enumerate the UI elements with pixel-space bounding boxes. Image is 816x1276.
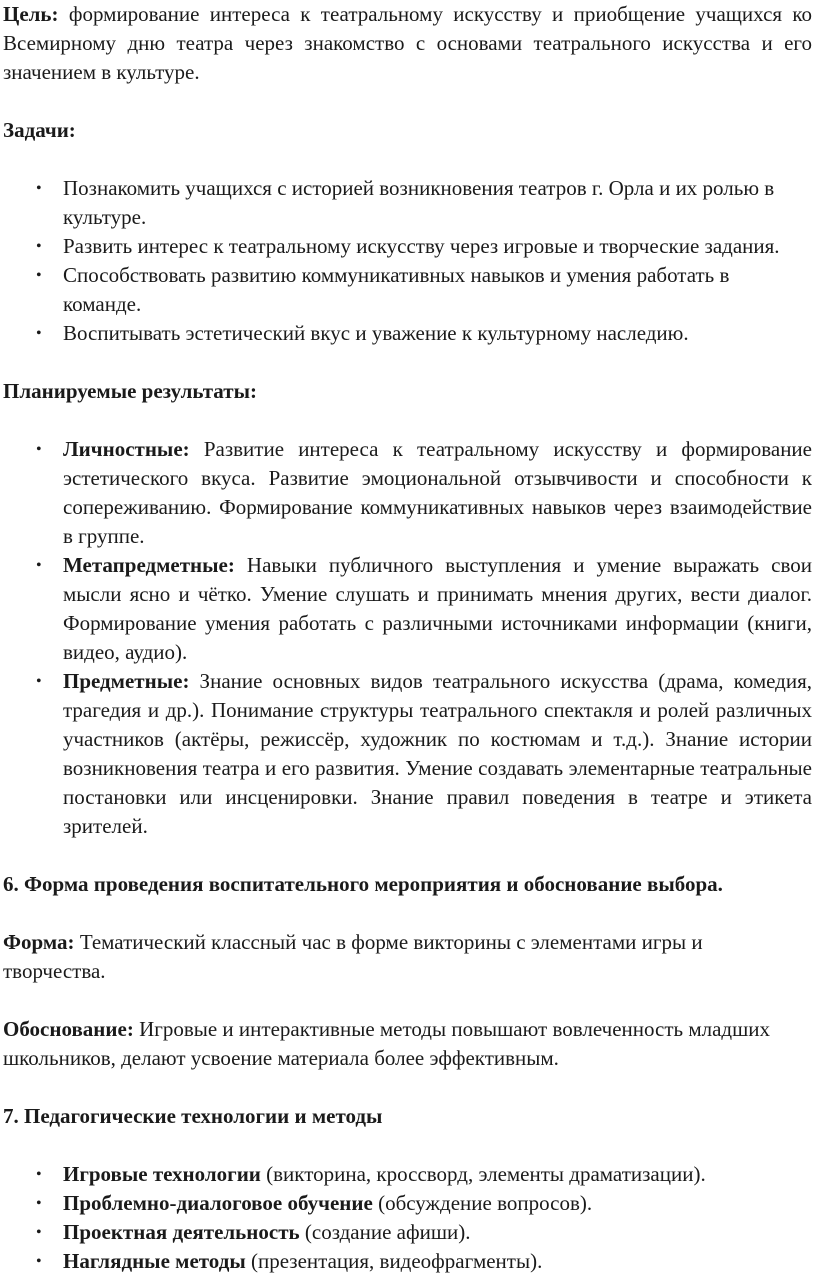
- results-item-label: Метапредметные:: [63, 553, 235, 577]
- list-item: • Метапредметные: Навыки публичного выступления и умение выражать свои мысли ясно и чётко. Умение слушать и принимать мнения других, вести диалог. Формирование умения работать с различными источниками информации (книги, видео, аудио).: [63, 551, 812, 667]
- list-item: • Предметные: Знание основных видов театрального искусства (драма, комедия, трагедия и др.). Понимание структуры театрального спектакля и ролей различных участников (актёры, режиссёр, художник по костюмам и т.д.). Знание истории возникновения театра и его развития. Умение создавать элементарные театральные постановки или инсценировки. Знание правил поведения в театре и этикета зрителей.: [63, 667, 812, 841]
- list-item: • Наглядные методы (презентация, видеофрагменты).: [63, 1247, 812, 1276]
- tasks-heading: Задачи:: [3, 118, 76, 142]
- reason-label: Обоснование:: [3, 1017, 134, 1041]
- results-list: [3, 435, 812, 841]
- list-item: • Проблемно-диалоговое обучение (обсуждение вопросов).: [63, 1189, 812, 1218]
- list-item: • Проектная деятельность (создание афиши).: [63, 1218, 812, 1247]
- section7-heading: 7. Педагогические технологии и методы: [3, 1104, 383, 1128]
- list-item: • Воспитывать эстетический вкус и уважение к культурному наследию.: [63, 319, 812, 348]
- results-heading: Планируемые результаты:: [3, 379, 257, 403]
- results-item-label: Личностные:: [63, 437, 190, 461]
- list-item: • Игровые технологии (викторина, кроссворд, элементы драматизации).: [63, 1160, 812, 1189]
- methods-list: [3, 1160, 812, 1276]
- reason-paragraph: Обоснование: Игровые и интерактивные методы повышают вовлеченность младших школьников, делают усвоение материала более эффективным.: [3, 1017, 771, 1070]
- list-item: • Развить интерес к театральному искусству через игровые и творческие задания.: [63, 232, 812, 261]
- list-item: • Способствовать развитию коммуникативных навыков и умения работать в команде.: [63, 261, 812, 319]
- list-item: • Познакомить учащихся с историей возникновения театров г. Орла и их ролью в культуре.: [63, 174, 812, 232]
- goal-text: формирование интереса к театральному искусству и приобщение учащихся ко Всемирному дню театра через знакомство с основами театрального искусства и его значением в культуре.: [3, 2, 812, 84]
- goal-paragraph: [3, 0, 812, 87]
- results-item-label: Предметные:: [63, 669, 190, 693]
- form-paragraph: Форма: Тематический классный час в форме викторины с элементами игры и творчества.: [3, 930, 703, 983]
- form-label: Форма:: [3, 930, 75, 954]
- list-item: • Личностные: Развитие интереса к театральному искусству и формирование эстетического вкуса. Развитие эмоциональной отзывчивости и способности к сопереживанию. Формирование коммуникативных навыков через взаимодействие в группе.: [63, 435, 812, 551]
- section6-heading: 6. Форма проведения воспитательного мероприятия и обоснование выбора.: [3, 872, 723, 896]
- goal-label: Цель:: [3, 2, 59, 26]
- tasks-list: [3, 174, 812, 348]
